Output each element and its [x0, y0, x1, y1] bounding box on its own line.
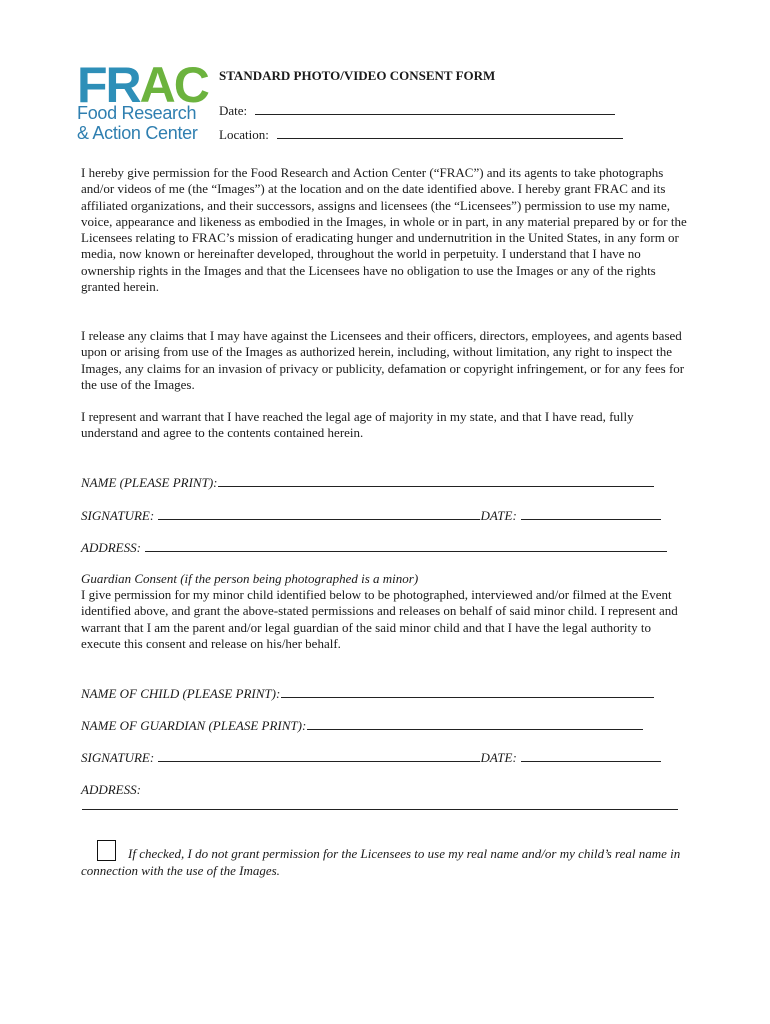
warranty-paragraph: I represent and warrant that I have reached the legal age of majority in my state, and that I have read, fully understand and agree to the contents contained herein. [81, 409, 634, 441]
guardian-address-field[interactable] [82, 797, 678, 810]
name-field[interactable] [218, 474, 654, 487]
address-row [81, 539, 667, 556]
signature-field[interactable] [158, 507, 480, 520]
signature-row [81, 507, 661, 524]
guardian-signature-label: SIGNATURE: [81, 750, 155, 765]
child-name-row [81, 685, 654, 702]
address-label: ADDRESS: [81, 540, 141, 555]
guardian-name-label: NAME OF GUARDIAN (PLEASE PRINT): [81, 718, 307, 733]
guardian-date-label: DATE: [480, 750, 517, 765]
guardian-name-row [81, 717, 643, 734]
guardian-address-line [81, 797, 678, 814]
child-name-label: NAME OF CHILD (PLEASE PRINT): [81, 686, 281, 701]
address-field[interactable] [145, 539, 667, 552]
logo-line-2: & Action Center [77, 123, 198, 143]
logo-wordmark: FRAC [77, 57, 208, 113]
date-label: DATE: [480, 508, 517, 523]
release-paragraph: I release any claims that I may have against the Licensees and their officers, directors, employees, and agents based upon or arising from use of the Images as authorized herein, including, without limitation, any right to inspect the Images, any claims for an invasion of privacy or publicity, defamation or copyright infringement, or for any fees for the use of the Images. [81, 328, 685, 392]
signature-label: SIGNATURE: [81, 508, 155, 523]
guardian-address-row [81, 782, 141, 798]
guardian-date-field[interactable] [521, 749, 661, 762]
name-label: NAME (PLEASE PRINT): [81, 475, 218, 490]
guardian-paragraph: I give permission for my minor child identified below to be photographed, interviewed and/or filmed at the Event identified above, and grant the above-stated permissions and releases on behalf of said minor child. I represent and warrant that I am the parent and/or legal guardian of the said minor child and that I have the legal authority to execute this consent and release on his/her behalf. [81, 587, 678, 651]
header-location-field[interactable] [277, 126, 623, 139]
name-row [81, 474, 654, 491]
logo-line-1: Food Research [77, 103, 197, 123]
header-date-row [219, 102, 615, 119]
guardian-signature-row [81, 749, 661, 766]
consent-paragraph-1: I hereby give permission for the Food Research and Action Center (“FRAC”) and its agents to take photographs and/or videos of me (the “Images”) at the location and on the date identified above. I hereby grant FRAC and its affiliated organizations, and their successors, assigns and licensees (the “Licensees”) permission to use my name, voice, appearance and likeness as embodied in the Images, in whole or in part, in any material prepared by or for the Licensees relating to FRAC’s mission of eradicating hunger and undernutrition in the United States, in any form or media, now known or hereinafter developed, throughout the world in perpetuity. I understand that I have no ownership rights in the Images and that the Licensees have no obligation to use the Images or any of the rights granted herein. [81, 165, 687, 295]
guardian-heading: Guardian Consent (if the person being photographed is a minor) [81, 571, 419, 586]
guardian-address-label: ADDRESS: [81, 782, 141, 797]
date-field[interactable] [521, 507, 661, 520]
guardian-signature-field[interactable] [158, 749, 480, 762]
header-location-row [219, 126, 623, 143]
header-date-label: Date: [219, 103, 248, 118]
child-name-field[interactable] [281, 685, 654, 698]
guardian-name-field[interactable] [307, 717, 643, 730]
header-date-field[interactable] [255, 102, 615, 115]
form-title: STANDARD PHOTO/VIDEO CONSENT FORM [219, 68, 496, 83]
frac-logo [77, 57, 212, 144]
optout-text: If checked, I do not grant permission for the Licensees to use my real name and/or my child’s real name in connection with the use of the Images. [81, 846, 681, 878]
header-location-label: Location: [219, 127, 269, 142]
